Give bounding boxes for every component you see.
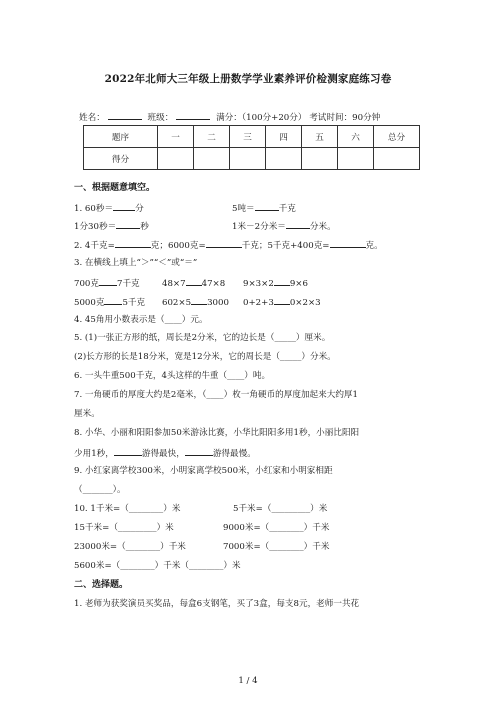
q10d-text: 9000米=（________）千米 <box>223 523 330 533</box>
q3-2a-right: 5千克 <box>122 298 146 308</box>
score-table <box>83 125 420 170</box>
q8b-mid: 游得最快， <box>141 449 185 459</box>
page-title: 2022年北师大三年级上册数学学业素养评价检测家庭练习卷 <box>104 73 392 85</box>
q8b-pre: 少用1秒， <box>74 449 114 459</box>
q10a-text: 10. 1千米=（________）米 <box>74 504 181 514</box>
class-blank[interactable] <box>176 111 210 120</box>
header-cell: 三 <box>230 126 266 148</box>
q3-1b-right: 47×8 <box>201 279 226 289</box>
q8b-post: 游得最慢。 <box>212 449 256 459</box>
q3-text: 3. 在横线上填上“＞”“＜”或“＝” <box>74 258 198 268</box>
header-cell: 六 <box>338 126 374 148</box>
q3-row1-b <box>162 277 225 290</box>
q9a-text: 9. 小红家离学校300米，小明家离学校500米，小红家和小明家相距 <box>74 466 333 476</box>
q2b-blank[interactable] <box>206 239 242 248</box>
score-cell[interactable] <box>374 148 420 170</box>
q9b-text: （_______）。 <box>74 485 126 495</box>
q2c-unit: 克。 <box>365 241 383 251</box>
name-label: 姓名： <box>79 113 105 123</box>
q3-2a-left: 5000克 <box>74 298 105 308</box>
q3-row2-a <box>74 296 145 309</box>
q2c-blank[interactable] <box>330 239 366 248</box>
q2b-unit: 千克；5千克+400克= <box>241 241 330 251</box>
header-cell: 题序 <box>84 126 158 148</box>
row-label: 得分 <box>84 148 158 170</box>
q7a-text: 7. 一角硬币的厚度大约是2毫米，（____）枚一角硬币的厚度加起来大约厚1 <box>74 390 358 400</box>
class-label: 班级： <box>147 113 174 123</box>
header-cell: 二 <box>194 126 230 148</box>
q2-line <box>74 239 383 252</box>
q2a-text: 2. 4千克= <box>74 241 115 251</box>
q1c-blank[interactable] <box>116 220 140 229</box>
score-cell[interactable] <box>266 148 302 170</box>
header-cell: 总分 <box>374 126 420 148</box>
q1-line2 <box>74 220 149 233</box>
q10b-text: 5千米=（_________）米 <box>233 504 328 514</box>
q1b-text: 5吨＝ <box>232 204 255 214</box>
q1d-blank[interactable] <box>286 220 310 229</box>
q3-row1-a <box>74 277 140 290</box>
q3-2b-blank[interactable] <box>191 296 207 305</box>
header-cell: 四 <box>266 126 302 148</box>
q2a-blank[interactable] <box>115 239 151 248</box>
q2a-unit: 克；6000克= <box>150 241 206 251</box>
q7b-text: 厘米。 <box>74 409 100 419</box>
section2-heading: 二、选择题。 <box>74 580 129 590</box>
q10e-text: 23000米=（________）千米 <box>74 542 186 552</box>
section1-heading: 一、根据题意填空。 <box>74 183 156 193</box>
score-table-header-row <box>84 126 420 148</box>
q3-2c-right: 0×2×3 <box>289 298 321 308</box>
q3-2c-blank[interactable] <box>274 296 290 305</box>
score-cell[interactable] <box>158 148 194 170</box>
q3-2b-right: 3000 <box>207 298 229 308</box>
score-cell[interactable] <box>194 148 230 170</box>
q10f-text: 7000米=（________）千米 <box>223 542 330 552</box>
q1d-unit: 分米。 <box>309 222 336 232</box>
q8a-text: 8. 小华、小丽和阳阳参加50米游泳比赛，小华比阳阳多用1秒，小丽比阳阳 <box>74 428 360 438</box>
q10g-text: 5600米=（________）千米（________）米 <box>74 561 241 571</box>
score-cell[interactable] <box>230 148 266 170</box>
q8b-line <box>74 447 256 460</box>
q1-line1 <box>74 202 144 215</box>
q1-line2-right <box>232 220 336 233</box>
q3-2b-left: 602×5 <box>162 298 192 308</box>
q3-row2-b <box>162 296 229 309</box>
q3-2c-left: 0+2+3 <box>243 298 274 308</box>
q3-2a-blank[interactable] <box>104 296 122 305</box>
q8-slowest-blank[interactable] <box>185 447 213 456</box>
q1a-blank[interactable] <box>113 202 135 211</box>
q3-1c-left: 9×3×2 <box>243 279 274 289</box>
q1b-blank[interactable] <box>255 202 279 211</box>
student-info-line <box>79 111 380 123</box>
q1c-unit: 秒 <box>140 222 149 232</box>
q4-text: 4. 45角用小数表示是（____）元。 <box>74 315 208 325</box>
s2-q1-text: 1. 老师为获奖演员买奖品，每盒6支钢笔，买了3盒，每支8元，老师一共花 <box>74 599 360 609</box>
q1d-text: 1米－2分米＝ <box>232 222 286 232</box>
full-score: 满分：（100分+20分） <box>216 113 307 123</box>
q3-1b-blank[interactable] <box>186 277 202 286</box>
q10c-text: 15千米=（_________）米 <box>74 523 174 533</box>
q3-1a-left: 700克 <box>74 279 99 289</box>
header-cell: 五 <box>302 126 338 148</box>
q3-1a-blank[interactable] <box>99 277 117 286</box>
score-table-score-row <box>84 148 420 170</box>
header-cell: 一 <box>158 126 194 148</box>
score-cell[interactable] <box>338 148 374 170</box>
score-cell[interactable] <box>302 148 338 170</box>
q1c-text: 1分30秒＝ <box>74 222 117 232</box>
q3-1c-right: 9×6 <box>289 279 308 289</box>
q8-fastest-blank[interactable] <box>114 447 142 456</box>
q1a-text: 1. 60秒＝ <box>74 204 114 214</box>
q3-1b-left: 48×7 <box>162 279 186 289</box>
q1b-unit: 千克 <box>278 204 296 214</box>
q3-row1-c <box>243 277 308 290</box>
page-number: 1 / 4 <box>238 676 258 686</box>
q3-1c-blank[interactable] <box>274 277 290 286</box>
q6-text: 6. 一头牛重500千克，4头这样的牛重（____）吨。 <box>74 371 271 381</box>
q1-line1-right <box>232 202 296 215</box>
name-blank[interactable] <box>108 111 142 120</box>
q3-1a-right: 7千克 <box>117 279 140 289</box>
q3-row2-c <box>243 296 321 309</box>
q5b-text: (2)长方形的长是18分米，宽是12分米，它的周长是（_____）分米。 <box>74 352 336 362</box>
q5a-text: 5. (1)一张正方形的纸，周长是2分米，它的边长是（_____）厘米。 <box>74 333 331 343</box>
exam-time: 考试时间：90分钟 <box>309 113 381 123</box>
q1a-unit: 分 <box>135 204 144 214</box>
